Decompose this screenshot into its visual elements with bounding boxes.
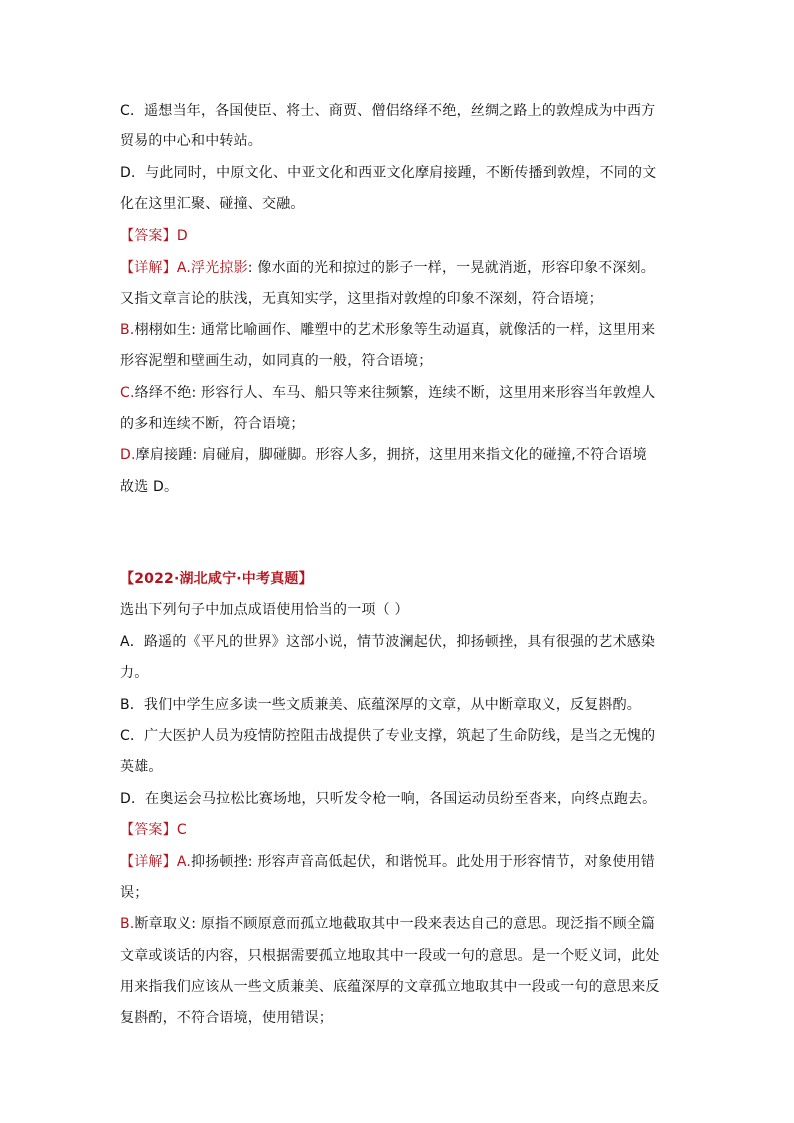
detail-d-text: 摩肩接踵: 肩碰肩，脚碰脚。形容人多，拥挤，这里用来指文化的碰撞,不符合语境 xyxy=(135,447,647,463)
detail-a-head: A. xyxy=(176,854,191,870)
detail-c-line-2: 的多和连续不断，符合语境； xyxy=(120,416,305,432)
answer-line xyxy=(120,226,188,246)
answer-tag: 【答案】 xyxy=(120,228,177,244)
detail-b-line-2: 形容泥塑和壁画生动，如同真的一般，符合语境； xyxy=(120,353,433,369)
answer-line xyxy=(120,820,187,840)
question-stem: 选出下列句子中加点成语使用恰当的一项（ ） xyxy=(120,602,409,618)
detail-b-line-1 xyxy=(120,914,655,934)
option-c-line-2: 英雄。 xyxy=(120,759,163,775)
detail-a-text: : 像水面的光和掠过的影子一样，一晃就消逝，形容印象不深刻。 xyxy=(247,260,655,276)
detail-tag: 【详解】 xyxy=(120,854,177,870)
detail-a-line-1 xyxy=(120,258,655,278)
option-c-line-1: C．遥想当年，各国使臣、将士、商贾、僧侣络绎不绝，丝绸之路上的敦煌成为中西方 xyxy=(120,103,656,119)
detail-b-line-4: 复斟酌，不符合语境，使用错误； xyxy=(120,1010,333,1026)
option-d-line-2: 化在这里汇聚、碰撞、交融。 xyxy=(120,196,305,212)
option-d-line-1: D．在奥运会马拉松比赛场地，只听发令枪一响，各国运动员纷至沓来，向终点跑去。 xyxy=(120,791,657,807)
detail-a-text: 抑扬顿挫: 形容声音高低起伏，和谐悦耳。此处用于形容情节，对象使用错 xyxy=(191,854,655,870)
detail-c-head: C. xyxy=(120,385,135,401)
answer-value: D xyxy=(176,228,188,244)
option-a-line-1: A．路遥的《平凡的世界》这部小说，情节波澜起伏，抑扬顿挫，具有很强的艺术感染 xyxy=(120,634,656,650)
option-c-line-2: 贸易的中心和中转站。 xyxy=(120,133,262,149)
detail-b-head: B. xyxy=(120,322,135,338)
option-b-line-1: B．我们中学生应多读一些文质兼美、底蕴深厚的文章，从中断章取义，反复斟酌。 xyxy=(120,697,642,713)
option-c-line-1: C．广大医护人员为疫情防控阻击战提供了专业支撑，筑起了生命防线，是当之无愧的 xyxy=(120,728,656,744)
detail-b-line-2: 文章或谈话的内容，只根据需要孤立地取其中一段或一句的意思。是一个贬义词，此处 xyxy=(120,948,660,964)
detail-d-head: D. xyxy=(120,447,136,463)
detail-b-line-1 xyxy=(120,320,655,340)
detail-tag: 【详解】 xyxy=(120,260,177,276)
detail-a-line-2: 误； xyxy=(120,885,149,901)
option-a-line-2: 力。 xyxy=(120,665,149,681)
detail-c-line-1 xyxy=(120,383,655,403)
detail-a-line-2: 又指文章言论的肤浅，无真知实学，这里指对敦煌的印象不深刻，符合语境； xyxy=(120,291,603,307)
detail-a-line-1 xyxy=(120,852,655,872)
detail-c-text: 络绎不绝: 形容行人、车马、船只等来往频繁，连续不断，这里用来形容当年敦煌人 xyxy=(134,385,656,401)
detail-b-line-3: 用来指我们应该从一些文质兼美、底蕴深厚的文章孤立地取其中一段或一句的意思来反 xyxy=(120,979,660,995)
detail-d-line-2: 故选 D。 xyxy=(120,479,179,495)
detail-b-text: 栩栩如生: 通常比喻画作、雕塑中的艺术形象等生动逼真，就像活的一样，这里用来 xyxy=(134,322,656,338)
detail-a-head: A.浮光掠影 xyxy=(176,260,248,276)
question-source: 【2022·湖北咸宁·中考真题】 xyxy=(120,571,313,587)
detail-b-text: 断章取义: 原指不顾原意而孤立地截取其中一段来表达自己的意思。现泛指不顾全篇 xyxy=(134,916,656,932)
answer-tag: 【答案】 xyxy=(120,822,177,838)
detail-d-line-1 xyxy=(120,445,647,465)
option-d-line-1: D．与此同时，中原文化、中亚文化和西亚文化摩肩接踵，不断传播到敦煌，不同的文 xyxy=(120,165,657,181)
answer-value: C xyxy=(176,822,187,838)
detail-b-head: B. xyxy=(120,916,135,932)
